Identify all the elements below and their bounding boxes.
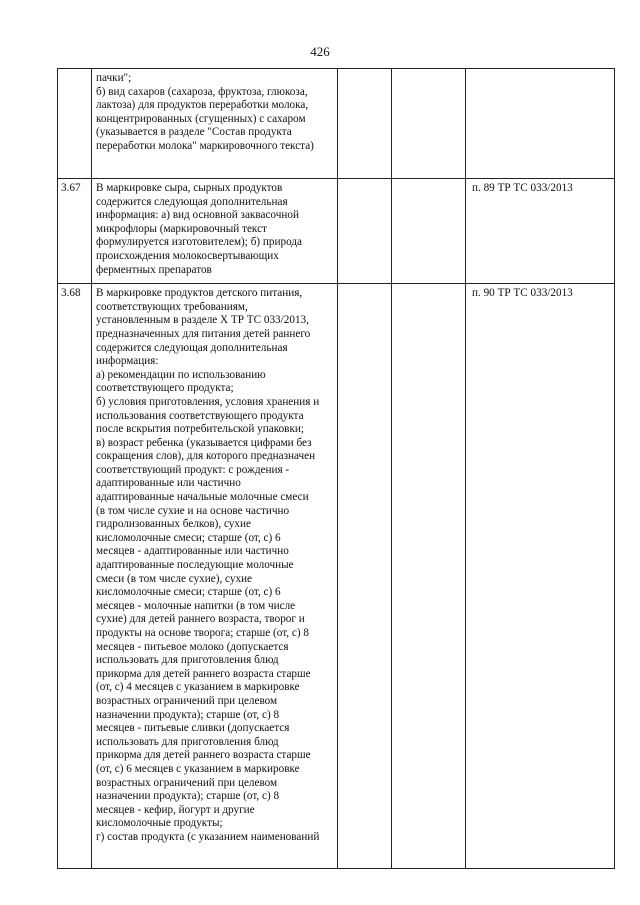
text-line: месяцев - кефир, йогурт и другие [96, 803, 255, 816]
text-line: использовать для приготовления блюд [96, 654, 279, 667]
requirement-text [92, 284, 338, 869]
text-line: лактоза) для продуктов переработки молока, [96, 99, 309, 112]
row-number: 3.68 [58, 284, 92, 869]
text-line: адаптированные начальные молочные смеси [96, 491, 309, 504]
text-line: а) рекомендации по использованию [96, 368, 266, 381]
text-line: соответствующих требованиям, [96, 300, 248, 313]
table-row [58, 284, 615, 869]
text-line: возрастных ограничений при целевом [96, 776, 278, 789]
text-line: прикорма для детей раннего возраста старше [96, 667, 311, 680]
text-line: соответствующий продукт: с рождения - [96, 463, 290, 476]
text-line: кисломолочные смеси; старше (от, с) 6 [96, 586, 281, 599]
text-line: прикорма для детей раннего возраста старше [96, 749, 311, 762]
text-line: продукты на основе творога; старше (от, с) 8 [96, 627, 309, 639]
text-line: предназначенных для питания детей раннего [96, 327, 311, 340]
text-line: использовать для приготовления блюд [96, 735, 279, 748]
text-line: б) условия приготовления, условия хранения и [96, 395, 320, 408]
text-line: назначении продукта); старше (от, с) 8 [96, 708, 280, 721]
text-line: в) возраст ребенка (указывается цифрами без [96, 436, 312, 449]
text-line: (в том числе сухие и на основе частично [96, 504, 290, 517]
text-line: назначении продукта); старше (от, с) 8 [96, 790, 280, 803]
text-line: сухие) для детей раннего возраста, творог и [96, 613, 305, 626]
text-line: месяцев - адаптированные или частично [96, 545, 289, 558]
text-line: установленным в разделе X ТР ТС 033/2013, [96, 314, 309, 327]
text-line: ферментных препаратов [96, 263, 212, 276]
reference-cell: п. 89 ТР ТС 033/2013 [466, 179, 615, 284]
row-number: 3.67 [58, 179, 92, 284]
text-line: адаптированные последующие молочные [96, 559, 294, 572]
text-line: кисломолочные смеси; старше (от, с) 6 [96, 531, 281, 544]
text-line: кисломолочные продукты; [96, 817, 223, 830]
requirement-text [92, 69, 338, 179]
text-line: (указывается в разделе "Состав продукта [96, 126, 292, 139]
text-line: г) состав продукта (с указанием наименований [96, 830, 320, 843]
text-line: В маркировке продуктов детского питания, [96, 287, 303, 300]
text-line: сокращения слов), для которого предназначен [96, 450, 316, 463]
text-line: переработки молока" маркировочного текста) [96, 139, 314, 152]
row-number [58, 69, 92, 179]
text-line: содержится следующая дополнительная [96, 195, 288, 208]
text-line: (от, с) 4 месяцев с указанием в маркировке [96, 681, 300, 694]
empty-cell [392, 179, 466, 284]
text-line: микрофлоры (маркировочный текст [96, 222, 267, 235]
text-line: после вскрытия потребительской упаковки; [96, 423, 304, 436]
text-line: происхождения молокосвертывающих [96, 249, 279, 262]
text-line: В маркировке сыра, сырных продуктов [96, 182, 283, 194]
text-line: гидролизованных белков), сухие [96, 518, 251, 531]
text-line: концентрированных (сгущенных) с сахаром [96, 112, 306, 125]
reference-cell: п. 90 ТР ТС 033/2013 [466, 284, 615, 869]
requirements-table [57, 68, 615, 869]
text-line: месяцев - питьевое молоко (допускается [96, 640, 289, 653]
table-row [58, 69, 615, 179]
reference-cell [466, 69, 615, 179]
text-line: адаптированные или частично [96, 477, 241, 490]
text-line: информация: а) вид основной заквасочной [96, 209, 299, 222]
empty-cell [338, 179, 392, 284]
text-line: месяцев - питьевые сливки (допускается [96, 722, 290, 735]
text-line: содержится следующая дополнительная [96, 341, 288, 354]
text-line: месяцев - молочные напитки (в том числе [96, 599, 296, 612]
text-line: использования соответствующего продукта [96, 409, 304, 422]
empty-cell [392, 284, 466, 869]
empty-cell [338, 284, 392, 869]
page-number: 426 [310, 44, 330, 59]
table-row [58, 179, 615, 284]
requirement-text [92, 179, 338, 284]
text-line: возрастных ограничений при целевом [96, 694, 278, 707]
text-line: б) вид сахаров (сахароза, фруктоза, глюкоза, [96, 85, 308, 98]
text-line: (от, с) 6 месяцев с указанием в маркировке [96, 762, 300, 775]
empty-cell [338, 69, 392, 179]
text-line: соответствующего продукта; [96, 382, 234, 395]
text-line: пачки"; [96, 72, 132, 84]
text-line: смеси (в том числе сухие), сухие [96, 572, 253, 585]
text-line: формулируется изготовителем); б) природа [96, 236, 302, 249]
text-line: информация: [96, 355, 159, 368]
empty-cell [392, 69, 466, 179]
